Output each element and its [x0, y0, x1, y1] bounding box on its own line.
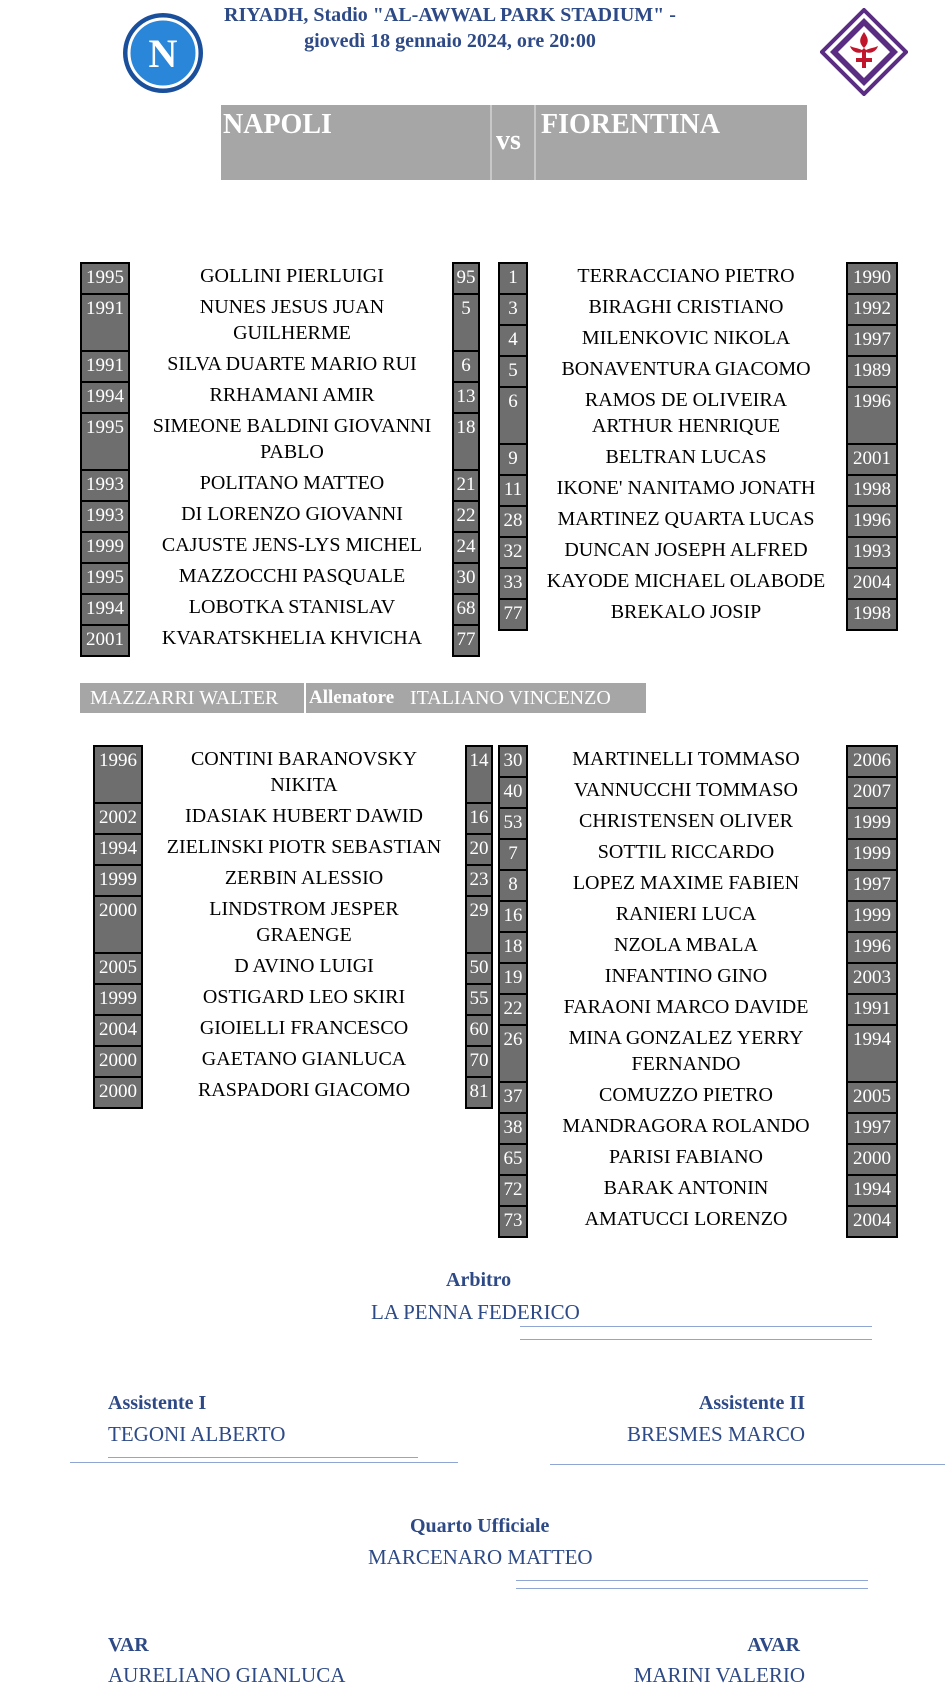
venue-info [190, 2, 710, 54]
player-name: ZERBIN ALESSIO [224, 867, 384, 889]
player-number: 68 [452, 593, 480, 626]
player-name: MARTINEZ QUARTA LUCAS [557, 508, 815, 530]
player-name: COMUZZO PIETRO [599, 1084, 773, 1106]
napoli-logo-icon [122, 12, 204, 94]
player-number: 22 [452, 500, 480, 533]
player-name: GIOIELLI FRANCESCO [199, 1017, 409, 1039]
player-name: MANDRAGORA ROLANDO [562, 1115, 810, 1137]
player-name: VANNUCCHI TOMMASO [574, 779, 798, 801]
player-birth-year: 1999 [93, 983, 143, 1016]
assistant-1-label: Assistente I [108, 1392, 207, 1414]
player-number: 22 [498, 993, 528, 1026]
player-number: 28 [498, 505, 528, 538]
player-number: 77 [498, 598, 528, 631]
player-number: 3 [498, 293, 528, 326]
player-name: FERNANDO [631, 1053, 741, 1075]
player-number: 5 [452, 293, 480, 352]
player-number: 7 [498, 838, 528, 871]
away-coach-name: ITALIANO VINCENZO [410, 687, 611, 709]
player-number: 30 [452, 562, 480, 595]
player-name: SILVA DUARTE MARIO RUI [167, 353, 417, 375]
player-name: GUILHERME [233, 322, 351, 344]
coaches-bar [80, 683, 646, 713]
player-birth-year: 2004 [846, 1205, 898, 1238]
referee-name: LA PENNA FEDERICO [371, 1300, 580, 1324]
home-coach-name: MAZZARRI WALTER [90, 687, 279, 709]
player-birth-year: 1994 [93, 833, 143, 866]
player-number: 20 [465, 833, 493, 866]
player-name: AMATUCCI LORENZO [584, 1208, 788, 1230]
fourth-official-underline-1 [516, 1580, 868, 1581]
player-birth-year: 2000 [846, 1143, 898, 1176]
player-birth-year: 1997 [846, 1112, 898, 1145]
player-number: 8 [498, 869, 528, 902]
player-name: BARAK ANTONIN [603, 1177, 769, 1199]
player-birth-year: 1999 [846, 838, 898, 871]
player-birth-year: 2006 [846, 745, 898, 778]
player-name: IKONE' NANITAMO JONATH [556, 477, 816, 499]
fiorentina-logo-icon [820, 8, 908, 96]
player-name: GOLLINI PIERLUIGI [200, 265, 384, 287]
player-birth-year: 1996 [93, 745, 143, 804]
player-birth-year: 2005 [846, 1081, 898, 1114]
player-number: 53 [498, 807, 528, 840]
player-name: OSTIGARD LEO SKIRI [202, 986, 406, 1008]
player-name: ARTHUR HENRIQUE [591, 415, 781, 437]
assistant-2-label: Assistente II [698, 1392, 805, 1414]
player-number: 6 [498, 386, 528, 445]
player-name: DI LORENZO GIOVANNI [181, 503, 403, 525]
player-number: 77 [452, 624, 480, 657]
team-bar [221, 105, 807, 180]
player-name: CONTINI BARANOVSKY [190, 748, 418, 770]
player-number: 16 [465, 802, 493, 835]
player-birth-year: 1999 [846, 900, 898, 933]
player-birth-year: 1997 [846, 324, 898, 357]
player-name: RANIERI LUCA [615, 903, 757, 925]
player-name: NIKITA [270, 774, 338, 796]
vs-label: vs [496, 125, 521, 156]
assistant-2-name: BRESMES MARCO [627, 1422, 805, 1446]
player-birth-year: 1999 [80, 531, 130, 564]
player-birth-year: 1997 [846, 869, 898, 902]
player-name: ZIELINSKI PIOTR SEBASTIAN [166, 836, 442, 858]
player-birth-year: 2004 [93, 1014, 143, 1047]
player-number: 14 [465, 745, 493, 804]
team-bar-divider-left [490, 105, 492, 180]
player-name: SIMEONE BALDINI GIOVANNI [152, 415, 432, 437]
player-name: POLITANO MATTEO [199, 472, 385, 494]
team-bar-divider-right [534, 105, 536, 180]
player-birth-year: 1996 [846, 386, 898, 445]
player-name: BELTRAN LUCAS [605, 446, 767, 468]
player-number: 11 [498, 474, 528, 507]
player-birth-year: 1996 [846, 505, 898, 538]
player-birth-year: 1995 [80, 562, 130, 595]
player-name: RAMOS DE OLIVEIRA [584, 389, 788, 411]
player-birth-year: 2000 [93, 1076, 143, 1109]
player-number: 40 [498, 776, 528, 809]
player-name: BREKALO JOSIP [610, 601, 762, 623]
avar-label: AVAR [747, 1634, 800, 1656]
player-birth-year: 1991 [80, 350, 130, 383]
player-birth-year: 1994 [80, 381, 130, 414]
player-birth-year: 2000 [93, 1045, 143, 1078]
player-name: LOBOTKA STANISLAV [188, 596, 396, 618]
venue-date-line: giovedì 18 gennaio 2024, ore 20:00 [304, 30, 596, 52]
player-birth-year: 1994 [846, 1024, 898, 1083]
player-number: 13 [452, 381, 480, 414]
player-birth-year: 1993 [846, 536, 898, 569]
player-name: CHRISTENSEN OLIVER [579, 810, 793, 832]
player-birth-year: 1995 [80, 412, 130, 471]
player-name: LOPEZ MAXIME FABIEN [572, 872, 800, 894]
assistant-1-underline-1 [108, 1457, 418, 1458]
player-birth-year: 2002 [93, 802, 143, 835]
player-name: GRAENGE [256, 924, 352, 946]
player-number: 16 [498, 900, 528, 933]
player-name: MAZZOCCHI PASQUALE [178, 565, 406, 587]
assistant-1-name: TEGONI ALBERTO [108, 1422, 286, 1446]
player-name: DUNCAN JOSEPH ALFRED [564, 539, 808, 561]
player-name: RASPADORI GIACOMO [197, 1079, 411, 1101]
player-birth-year: 1999 [846, 807, 898, 840]
player-birth-year: 2007 [846, 776, 898, 809]
player-number: 60 [465, 1014, 493, 1047]
player-name: RRHAMANI AMIR [209, 384, 375, 406]
player-number: 50 [465, 952, 493, 985]
player-birth-year: 1999 [93, 864, 143, 897]
player-birth-year: 1995 [80, 262, 130, 295]
var-label: VAR [108, 1634, 149, 1656]
player-name: TERRACCIANO PIETRO [577, 265, 795, 287]
player-birth-year: 1991 [80, 293, 130, 352]
player-number: 38 [498, 1112, 528, 1145]
player-birth-year: 2004 [846, 567, 898, 600]
fourth-official-name: MARCENARO MATTEO [368, 1545, 593, 1569]
player-number: 33 [498, 567, 528, 600]
referee-label: Arbitro [446, 1269, 512, 1291]
player-birth-year: 1990 [846, 262, 898, 295]
fourth-official-label: Quarto Ufficiale [410, 1515, 550, 1537]
assistant-2-underline [550, 1464, 945, 1465]
player-number: 4 [498, 324, 528, 357]
player-birth-year: 1994 [846, 1174, 898, 1207]
player-number: 29 [465, 895, 493, 954]
player-number: 6 [452, 350, 480, 383]
player-number: 55 [465, 983, 493, 1016]
venue-line-1: RIYADH, Stadio "AL-AWWAL PARK STADIUM" - [224, 4, 676, 26]
away-team-name: FIORENTINA [541, 109, 720, 140]
coaches-divider [304, 683, 306, 713]
player-name: D AVINO LUIGI [234, 955, 374, 977]
player-number: 23 [465, 864, 493, 897]
player-birth-year: 2001 [80, 624, 130, 657]
svg-text:N: N [148, 31, 178, 76]
player-birth-year: 1996 [846, 931, 898, 964]
player-birth-year: 1991 [846, 993, 898, 1026]
player-birth-year: 1998 [846, 474, 898, 507]
player-number: 72 [498, 1174, 528, 1207]
player-name: MARTINELLI TOMMASO [572, 748, 800, 770]
player-name: BIRAGHI CRISTIANO [588, 296, 784, 318]
player-birth-year: 1994 [80, 593, 130, 626]
player-number: 1 [498, 262, 528, 295]
player-number: 30 [498, 745, 528, 778]
player-name: NUNES JESUS JUAN [199, 296, 385, 318]
player-name: INFANTINO GINO [604, 965, 768, 987]
player-name: CAJUSTE JENS-LYS MICHEL [161, 534, 423, 556]
coach-label: Allenatore [309, 687, 395, 708]
player-number: 95 [452, 262, 480, 295]
player-number: 21 [452, 469, 480, 502]
player-birth-year: 1992 [846, 293, 898, 326]
player-number: 81 [465, 1076, 493, 1109]
player-number: 37 [498, 1081, 528, 1114]
player-name: PABLO [260, 441, 324, 463]
player-name: LINDSTROM JESPER [209, 898, 399, 920]
player-name: KAYODE MICHAEL OLABODE [546, 570, 826, 592]
assistant-1-underline-2 [70, 1462, 458, 1463]
player-number: 70 [465, 1045, 493, 1078]
player-number: 18 [452, 412, 480, 471]
player-name: MILENKOVIC NIKOLA [581, 327, 791, 349]
player-birth-year: 2001 [846, 443, 898, 476]
player-birth-year: 1993 [80, 500, 130, 533]
player-number: 18 [498, 931, 528, 964]
player-birth-year: 2005 [93, 952, 143, 985]
player-number: 32 [498, 536, 528, 569]
player-name: PARISI FABIANO [609, 1146, 763, 1168]
player-birth-year: 1993 [80, 469, 130, 502]
referee-underline-2 [520, 1339, 872, 1340]
player-number: 26 [498, 1024, 528, 1083]
player-name: MINA GONZALEZ YERRY [568, 1027, 804, 1049]
avar-name: MARINI VALERIO [633, 1663, 805, 1687]
player-number: 19 [498, 962, 528, 995]
player-number: 65 [498, 1143, 528, 1176]
fourth-official-underline-2 [516, 1588, 868, 1589]
player-number: 73 [498, 1205, 528, 1238]
player-birth-year: 2000 [93, 895, 143, 954]
player-name: FARAONI MARCO DAVIDE [563, 996, 809, 1018]
player-birth-year: 2003 [846, 962, 898, 995]
player-number: 5 [498, 355, 528, 388]
player-birth-year: 1998 [846, 598, 898, 631]
player-name: KVARATSKHELIA KHVICHA [161, 627, 423, 649]
player-number: 24 [452, 531, 480, 564]
player-number: 9 [498, 443, 528, 476]
player-name: GAETANO GIANLUCA [201, 1048, 407, 1070]
player-name: SOTTIL RICCARDO [597, 841, 775, 863]
player-name: NZOLA MBALA [614, 934, 758, 956]
referee-underline-1 [520, 1326, 872, 1327]
home-team-name: NAPOLI [223, 109, 332, 140]
player-birth-year: 1989 [846, 355, 898, 388]
var-name: AURELIANO GIANLUCA [108, 1663, 346, 1687]
player-name: BONAVENTURA GIACOMO [561, 358, 811, 380]
player-name: IDASIAK HUBERT DAWID [185, 805, 423, 827]
